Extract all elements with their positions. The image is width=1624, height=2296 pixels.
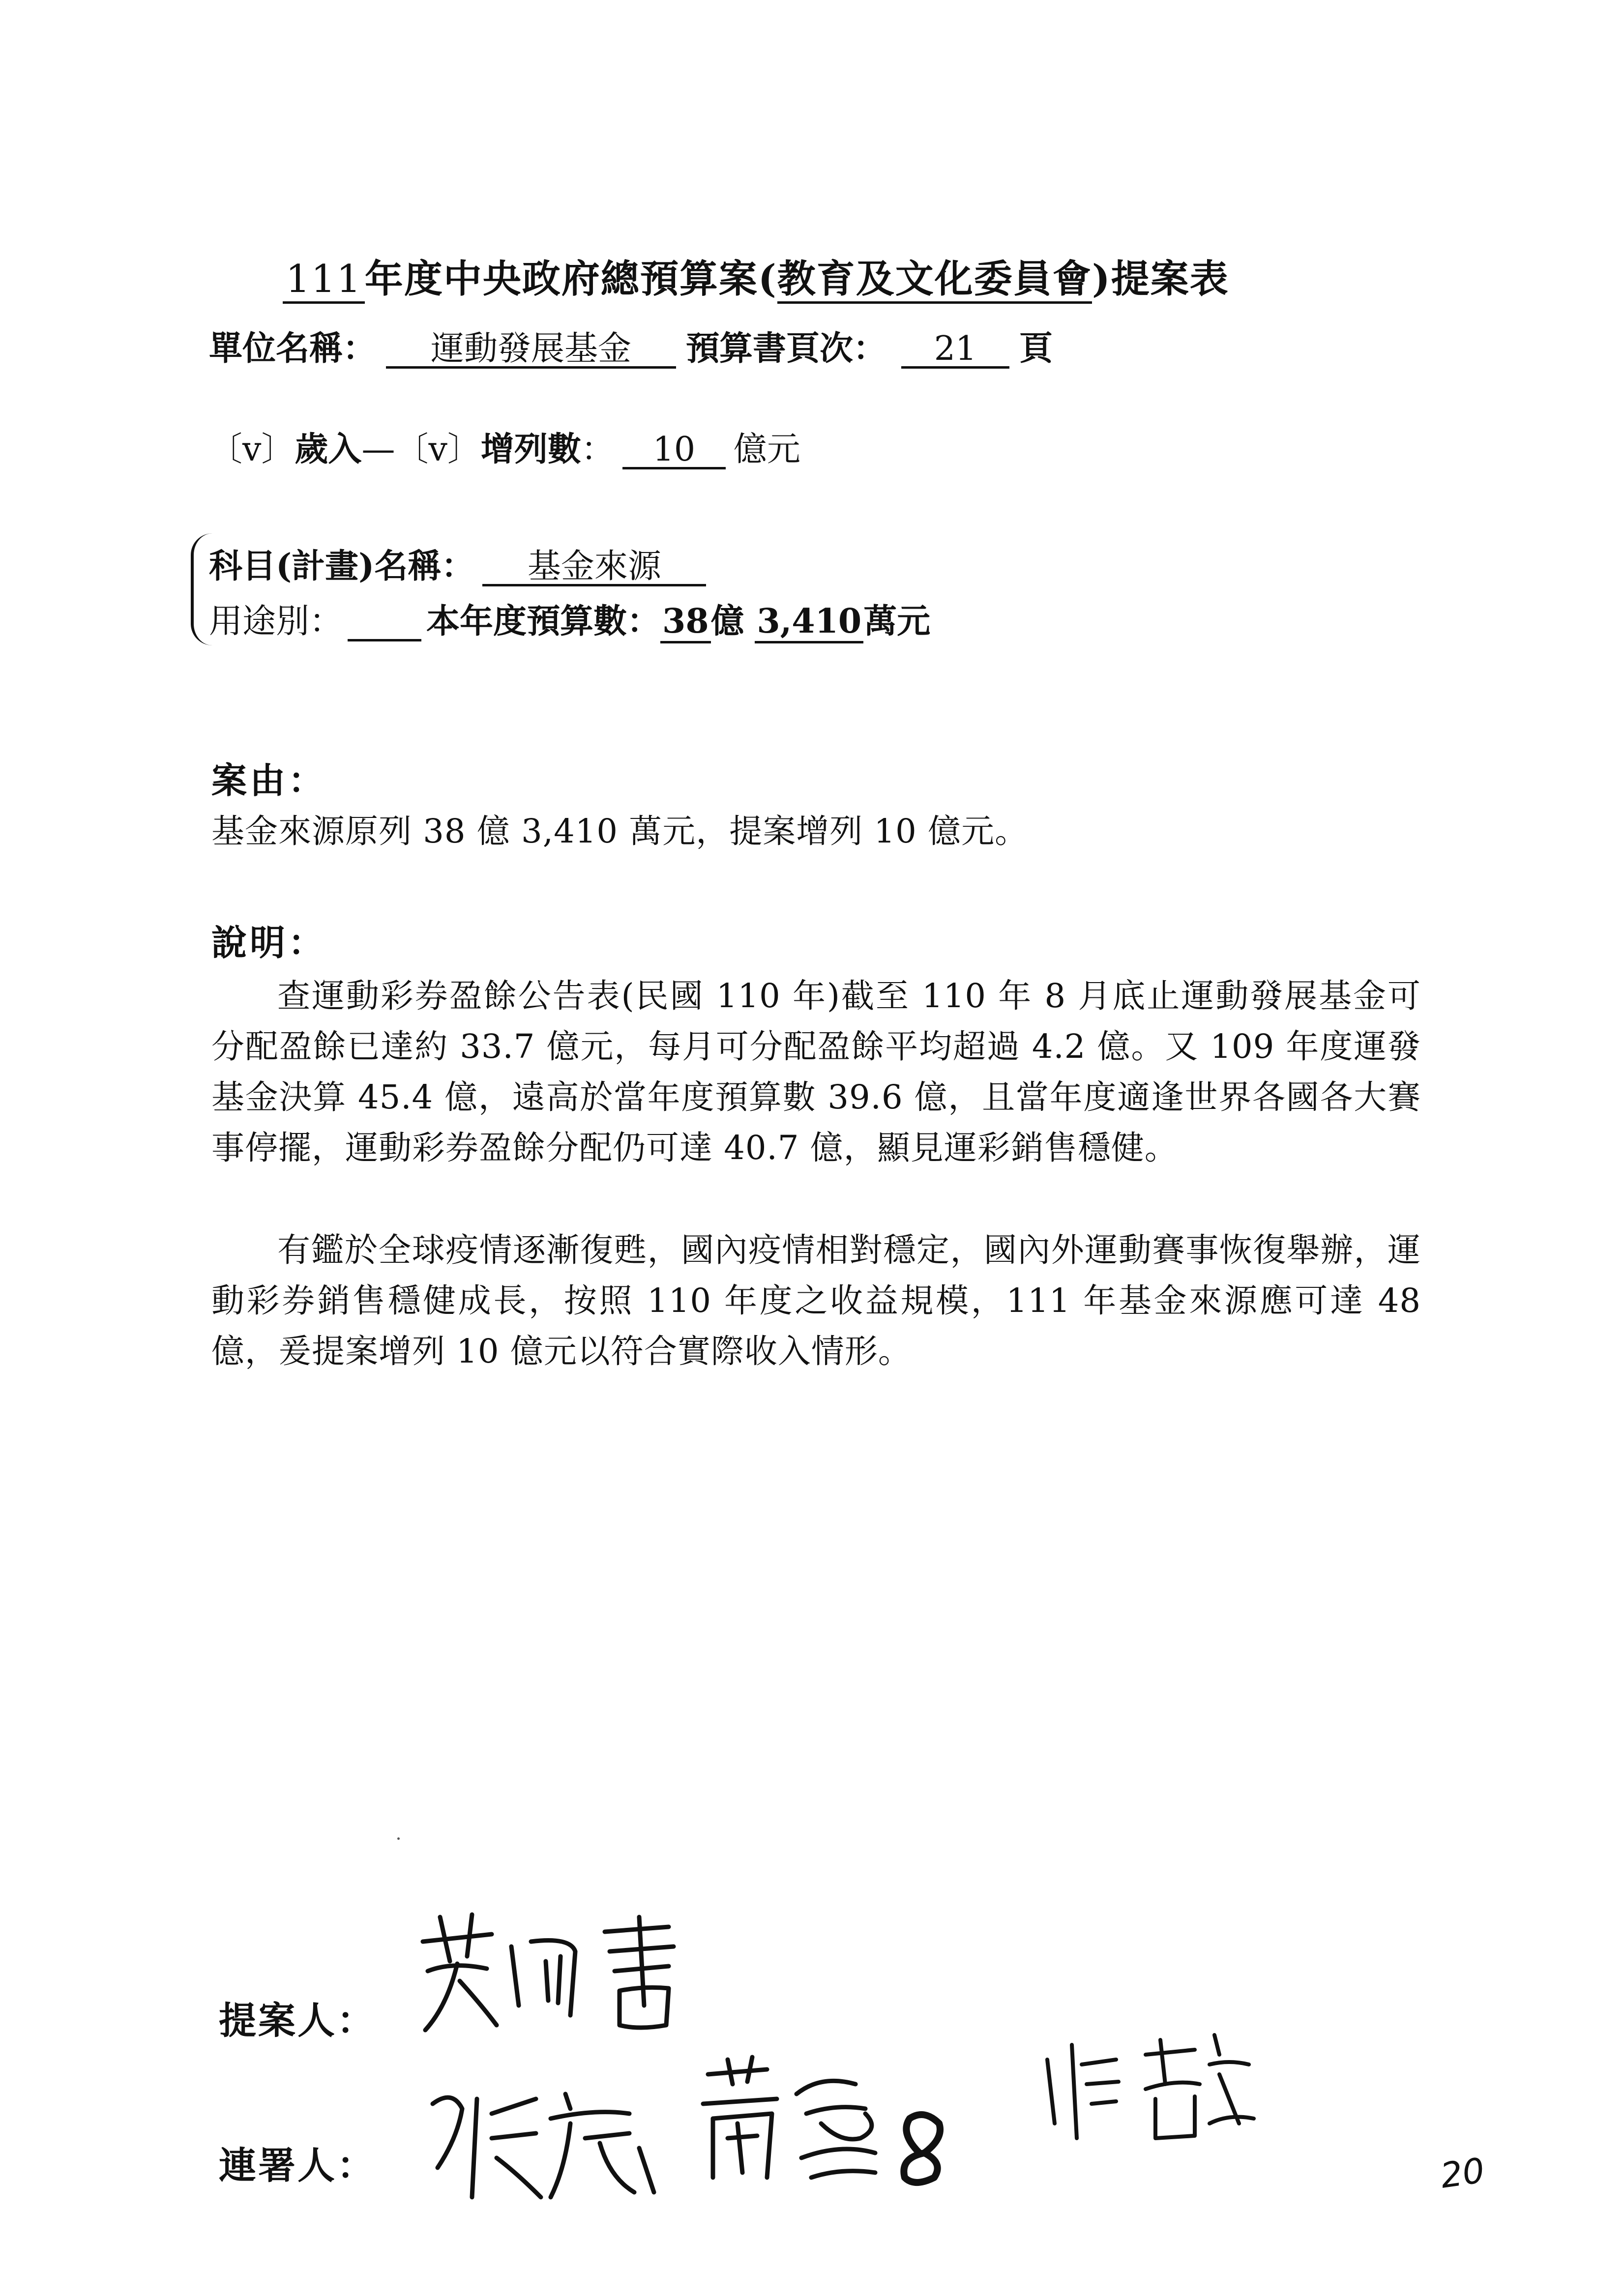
increase-unit: 億元 — [733, 430, 800, 469]
increase-checkbox-mark: 〔v〕 — [395, 430, 481, 469]
proposer-signature — [413, 1907, 747, 2045]
usage-row — [209, 595, 930, 642]
title-year: 111 — [283, 257, 365, 304]
income-dash: — — [361, 430, 395, 469]
current-budget-wan-unit: 萬元 — [863, 602, 931, 641]
scan-speck — [397, 1837, 400, 1840]
unit-row — [209, 322, 1053, 370]
cosigner-label: 連署人： — [219, 2144, 376, 2187]
cosigner-signature-1 — [423, 2069, 698, 2217]
subject-row — [209, 540, 714, 587]
explanation-paragraph-2: 有鑑於全球疫情逐漸復甦，國內疫情相對穩定，國內外運動賽事恢復舉辦，運動彩券銷售穩健成長，按照 110 年度之收益規模，111 年基金來源應可達 48 億，爰提案增列 10 億元以符合實際收入情形。 — [211, 1231, 1421, 1370]
budget-page-suffix: 頁 — [1019, 329, 1053, 368]
cosigner-signature-3 — [1033, 2025, 1259, 2153]
cause-text: 基金來源原列 38 億 3,410 萬元，提案增列 10 億元。 — [211, 812, 1029, 850]
cause-heading: 案由： — [211, 759, 327, 801]
page-number: 20 — [1438, 2150, 1487, 2196]
title-committee: 教育及文化委員會 — [777, 257, 1092, 304]
subject-label: 科目(計畫)名稱： — [209, 547, 475, 586]
unit-label: 單位名稱： — [209, 329, 377, 368]
current-budget-label: 本年度預算數： — [426, 602, 661, 641]
proposer-label: 提案人： — [219, 1999, 376, 2042]
increase-colon: ： — [581, 430, 615, 469]
usage-label: 用途別： — [209, 602, 343, 641]
title-part1: 年度中央政府總預算案( — [364, 257, 777, 301]
increase-value: 10 — [622, 432, 726, 469]
budget-page-value: 21 — [901, 331, 1009, 369]
cosigner-signature-2 — [693, 2055, 969, 2217]
explanation-paragraph-1: 查運動彩券盈餘公告表(民國 110 年)截至 110 年 8 月底止運動發展基金可分配盈餘已達約 33.7 億元，每月可分配盈餘平均超過 4.2 億。又 109 年度運發基金決算 45.4 億，遠高於當年度預算數 39.6 億，且當年度適逢世界各國各大賽事停擺，運動彩券盈餘分配仍可達 40.7 億，顯見運彩銷售穩健。 — [211, 977, 1421, 1167]
income-label: 歲入 — [295, 430, 362, 469]
current-budget-yi: 38 — [660, 602, 711, 643]
current-budget-wan: 3,410 — [755, 602, 863, 643]
income-checkbox-mark: 〔v〕 — [209, 430, 295, 469]
current-budget-yi-unit: 億 — [710, 602, 744, 641]
income-row — [209, 423, 800, 470]
subject-value: 基金來源 — [482, 549, 706, 586]
title-part2: )提案表 — [1092, 257, 1229, 301]
budget-page-label: 預算書頁次： — [686, 329, 887, 368]
usage-blank — [348, 604, 421, 641]
explanation-heading: 說明： — [211, 922, 327, 963]
page-title — [283, 248, 1229, 303]
unit-value: 運動發展基金 — [386, 331, 676, 369]
increase-label: 增列數 — [480, 430, 581, 469]
